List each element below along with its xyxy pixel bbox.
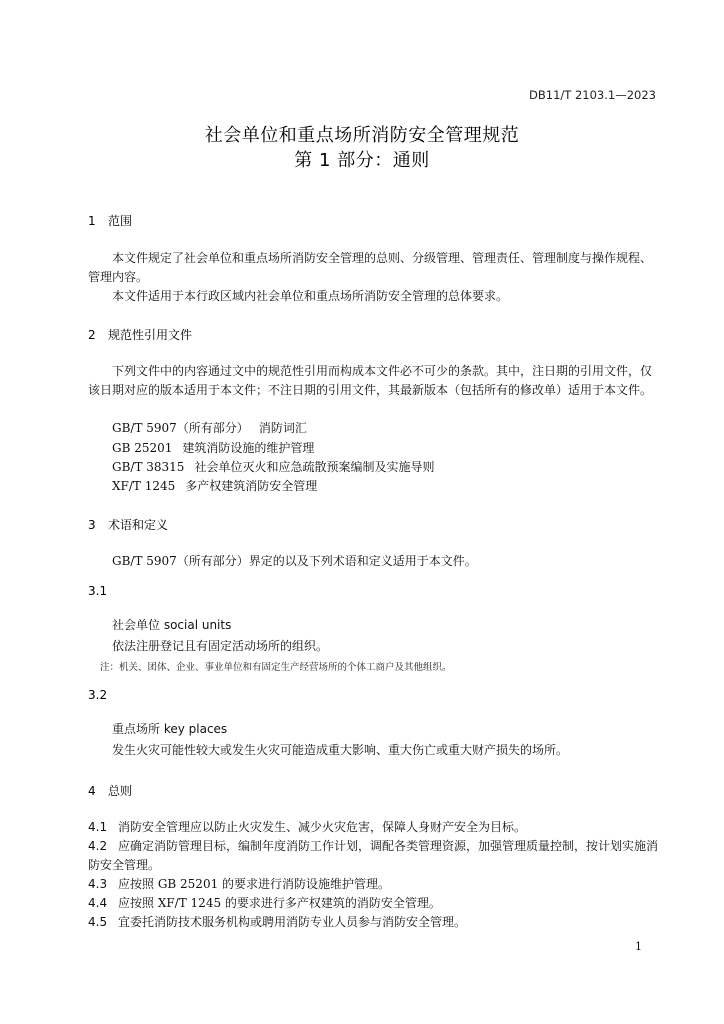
reference-code: XF/T 1245 — [112, 479, 176, 493]
term-definition: 依法注册登记且有固定活动场所的组织。 — [112, 639, 329, 653]
clause-text: 应确定消防管理目标，编制年度消防工作计划，调配各类管理资源，加强管理质量控制，按计划实施消防安全管理。 — [88, 839, 659, 872]
section-number: 3 — [88, 518, 96, 532]
reference-title: 多产权建筑消防安全管理 — [185, 479, 318, 493]
clause-text: 消防安全管理应以防止火灾发生、减少火灾危害，保障人身财产安全为目标。 — [118, 820, 527, 834]
section-heading-4 — [88, 782, 132, 799]
term-name: 社会单位 social units — [112, 618, 232, 632]
section-heading-1 — [88, 212, 132, 229]
reference-code: GB/T 5907（所有部分） — [112, 421, 249, 435]
section-title: 总则 — [108, 784, 133, 798]
reference-code: GB/T 38315 — [112, 460, 185, 474]
term-name: 重点场所 key places — [112, 722, 228, 736]
section-2-paragraph-1: 下列文件中的内容通过文中的规范性引用而构成本文件必不可少的条款。其中，注日期的引用文件，仅该日期对应的版本适用于本文件；不注日期的引用文件，其最新版本（包括所有的修改单）适用于本文件。 — [88, 364, 653, 397]
clause-text: 应按照 XF/T 1245 的要求进行多产权建筑的消防安全管理。 — [118, 896, 441, 910]
clause-item — [88, 894, 658, 913]
reference-item — [112, 458, 434, 477]
section-heading-3 — [88, 516, 168, 533]
clause-number: 4.1 — [88, 820, 108, 834]
reference-item — [112, 439, 314, 458]
clause-number: 4.2 — [88, 839, 108, 853]
clause-item — [88, 875, 658, 894]
section-number: 2 — [88, 328, 96, 342]
reference-title: 建筑消防设施的维护管理 — [182, 441, 315, 455]
clause-text: 宜委托消防技术服务机构或聘用消防专业人员参与消防安全管理。 — [118, 915, 467, 929]
reference-item — [112, 477, 317, 496]
clause-text: 应按照 GB 25201 的要求进行消防设施维护管理。 — [118, 877, 391, 891]
document-title: 社会单位和重点场所消防安全管理规范 — [204, 125, 520, 146]
clause-number: 4.4 — [88, 896, 108, 910]
section-title: 规范性引用文件 — [108, 328, 193, 342]
section-number: 4 — [88, 784, 96, 798]
section-3-paragraph-1: GB/T 5907（所有部分）界定的以及下列术语和定义适用于本文件。 — [112, 554, 477, 568]
clause-item — [88, 837, 658, 875]
term-definition: 发生火灾可能性较大或发生火灾可能造成重大影响、重大伤亡或重大财产损失的场所。 — [112, 743, 569, 757]
term-note: 注：机关、团体、企业、事业单位和有固定生产经营场所的个体工商户及其他组织。 — [100, 662, 452, 673]
reference-item — [112, 419, 307, 438]
section-1-paragraph-2: 本文件适用于本行政区域内社会单位和重点场所消防安全管理的总体要求。 — [112, 289, 509, 303]
section-title: 术语和定义 — [108, 518, 169, 532]
section-heading-2 — [88, 326, 192, 343]
reference-code: GB 25201 — [112, 441, 173, 455]
term-number: 3.1 — [88, 584, 108, 598]
term-number: 3.2 — [88, 688, 108, 702]
section-title: 范围 — [108, 214, 133, 228]
clause-number: 4.5 — [88, 915, 108, 929]
section-1-paragraph-1: 本文件规定了社会单位和重点场所消防安全管理的总则、分级管理、管理责任、管理制度与操作规程、管理内容。 — [88, 251, 653, 284]
clause-number: 4.3 — [88, 877, 108, 891]
reference-title: 消防词汇 — [258, 421, 307, 435]
clause-item — [88, 913, 658, 932]
section-number: 1 — [88, 214, 96, 228]
clause-item — [88, 818, 658, 837]
document-subtitle: 第 1 部分：通则 — [294, 150, 430, 171]
standard-code: DB11/T 2103.1—2023 — [529, 88, 656, 102]
reference-title: 社会单位灭火和应急疏散预案编制及实施导则 — [194, 460, 435, 474]
page-number: 1 — [635, 940, 642, 953]
